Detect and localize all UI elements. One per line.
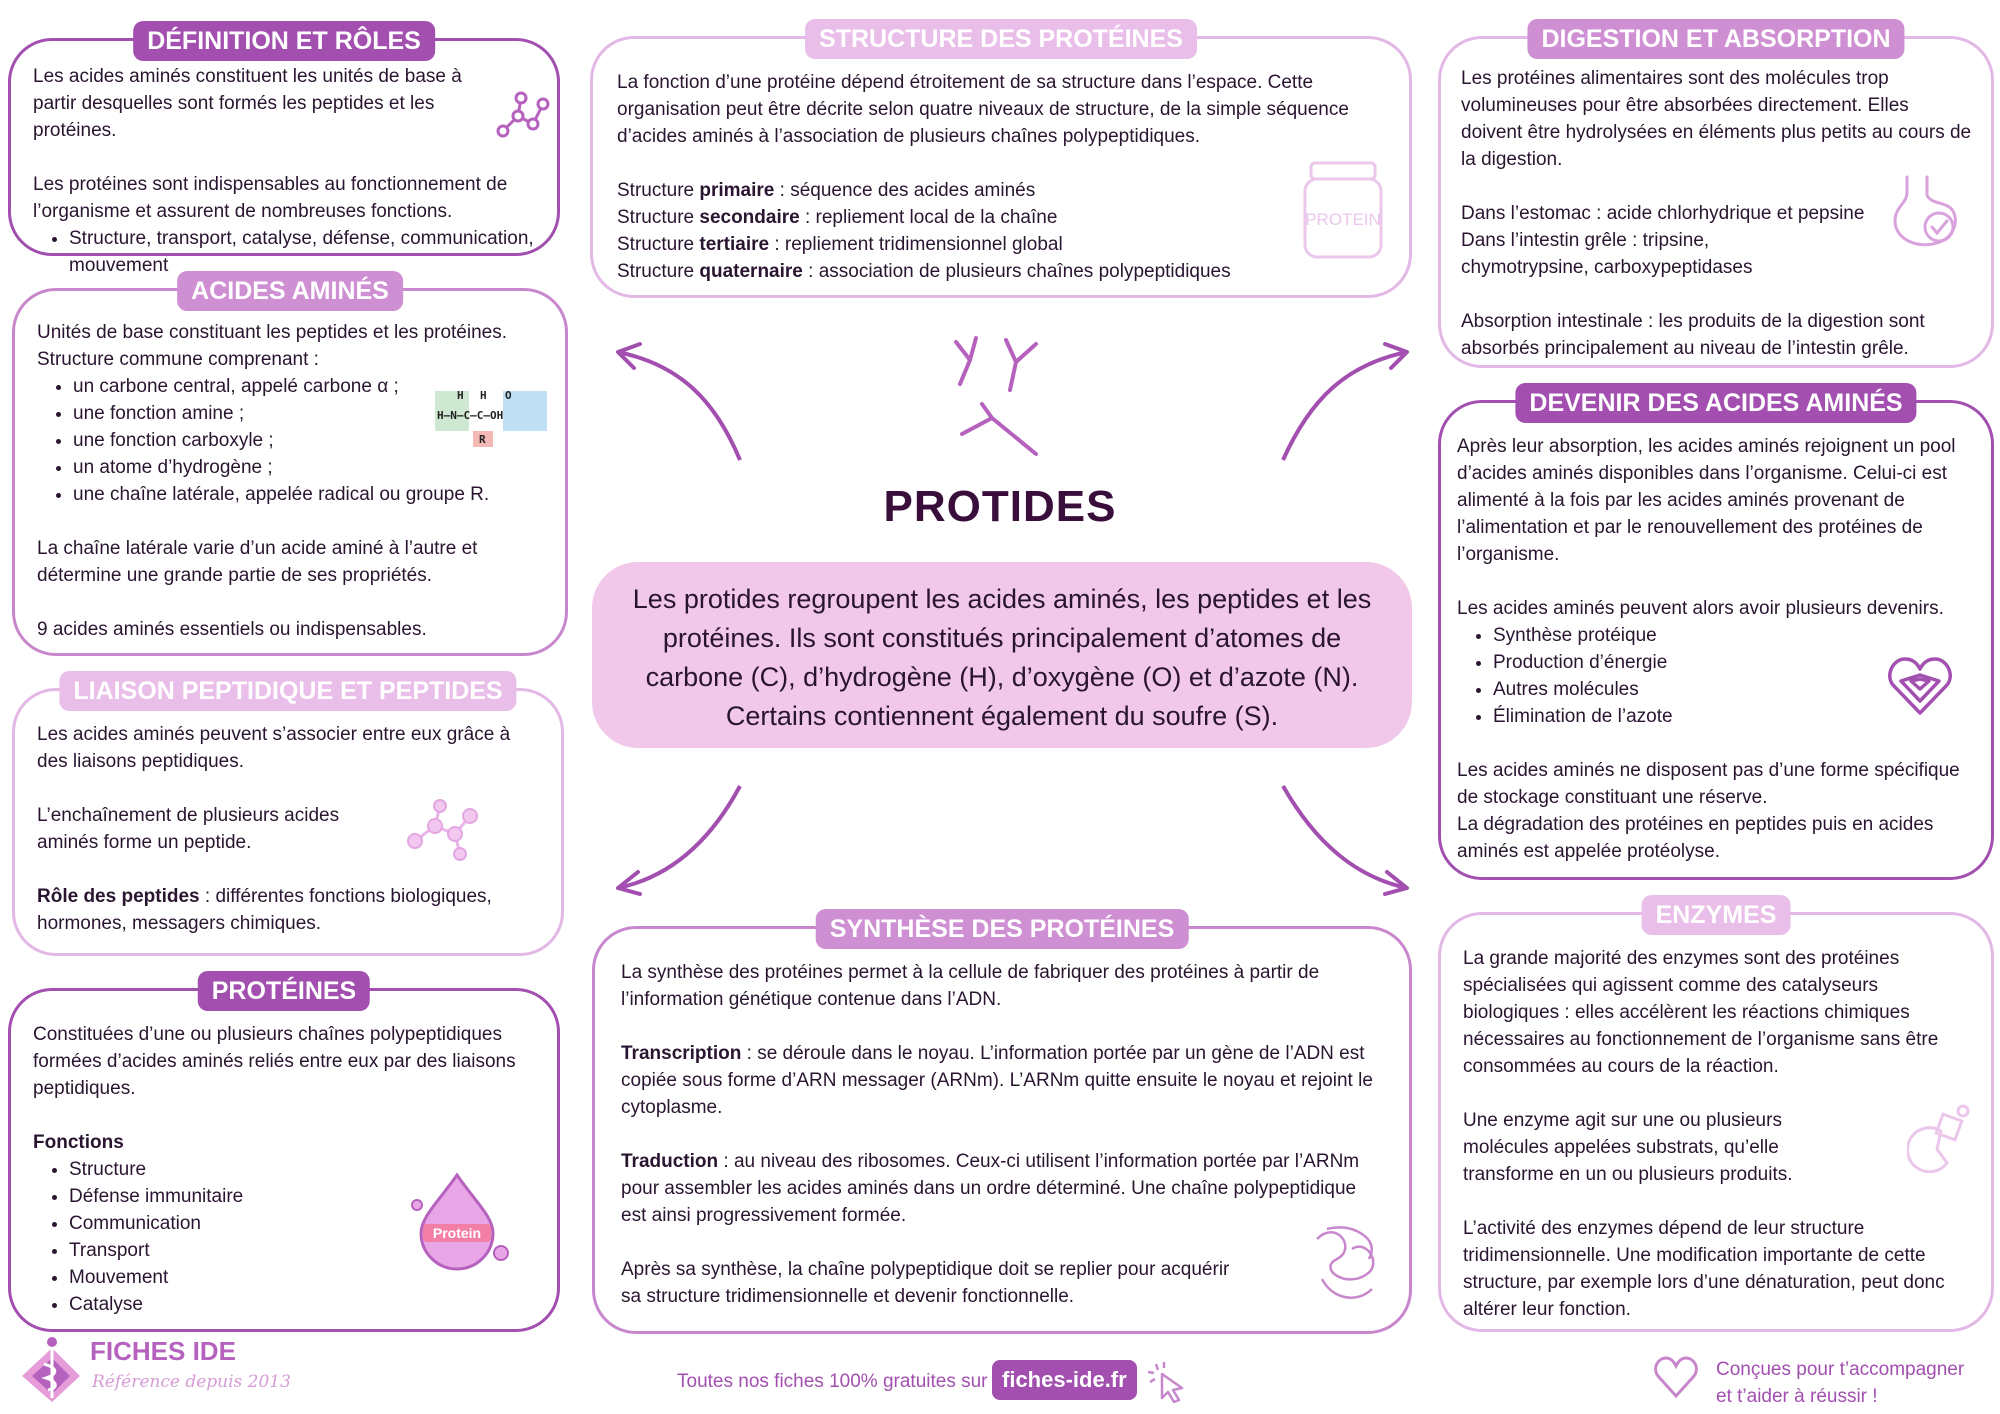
structure-row: Structure tertiaire : repliement tridimensionnel global <box>617 234 1063 255</box>
paragraph: Absorption intestinale : les produits de la digestion sont absorbés principalement au niveau de l’intestin grêle. <box>1461 311 1925 359</box>
atom-label: H <box>480 389 487 402</box>
paragraph <box>37 883 539 937</box>
fiches-ide-logo-icon <box>18 1334 84 1404</box>
list-item: • une fonction amine ; <box>73 400 543 427</box>
card-digestion-absorption <box>1438 25 1994 368</box>
card-acides-amines <box>12 277 568 656</box>
text-line: Dans l’estomac : acide chlorhydrique et pepsine <box>1461 203 1865 224</box>
structure-row: Structure quaternaire : association de plusieurs chaînes polypeptidiques <box>617 261 1231 282</box>
text-line: Unités de base constituant les peptides et les protéines. <box>37 322 508 343</box>
card-title: SYNTHÈSE DES PROTÉINES <box>816 909 1189 949</box>
card-liaison-peptidique <box>12 677 564 956</box>
list-item: • un carbone central, appelé carbone α ; <box>73 373 543 400</box>
card-structure-proteines <box>590 25 1412 298</box>
arrow-down-left-icon <box>610 782 750 898</box>
list-item: • une fonction carboxyle ; <box>73 427 543 454</box>
list-item: • Défense immunitaire <box>69 1183 535 1210</box>
structure-row: Structure primaire : séquence des acides aminés <box>617 180 1036 201</box>
arrow-up-right-icon <box>1275 340 1415 470</box>
bold-label: Transcription <box>621 1043 742 1064</box>
list-item: • Élimination de l’azote <box>1493 703 1973 730</box>
page-title: PROTIDES <box>883 482 1117 531</box>
brand-name: FICHES IDE <box>90 1336 236 1366</box>
jar-label: PROTEIN <box>1305 210 1381 229</box>
footer-text: Toutes nos fiches 100% gratuites sur <box>677 1371 988 1392</box>
list-item: • Autres molécules <box>1493 676 1973 703</box>
card-title: DIGESTION ET ABSORPTION <box>1527 19 1904 59</box>
paragraph: La grande majorité des enzymes sont des protéines spécialisées qui agissent comme des catalyseurs biologiques : elles accélèrent les réactions chimiques nécessaires au fonctionnement de l’organisme sans être consommées au cours de la réaction. <box>1463 948 1939 1077</box>
card-enzymes <box>1438 901 1994 1332</box>
card-devenir-acides-amines <box>1438 389 1994 880</box>
text-line: Les acides aminés ne disposent pas d’une forme spécifique de stockage constituant une réserve. <box>1457 760 1960 808</box>
list-item: • Structure <box>69 1156 535 1183</box>
section-heading: Fonctions <box>33 1132 124 1153</box>
list-item: • Structure, transport, catalyse, défense, communication, mouvement <box>69 225 535 279</box>
structure-row: Structure secondaire : repliement local de la chaîne <box>617 207 1058 228</box>
paragraph: La synthèse des protéines permet à la cellule de fabriquer des protéines à partir de l’information génétique contenue dans l’ADN. <box>621 962 1320 1010</box>
card-proteines <box>8 977 560 1332</box>
footer-slogan <box>1716 1356 1964 1410</box>
website-link[interactable]: fiches-ide.fr <box>992 1360 1137 1400</box>
cursor-click-icon <box>1146 1360 1188 1404</box>
bold-label: Rôle des peptides <box>37 886 200 907</box>
paragraph: Une enzyme agit sur une ou plusieurs molécules appelées substrats, qu’elle transforme en un ou plusieurs produits. <box>1463 1110 1793 1185</box>
slogan-line: Conçues pour t’accompagner <box>1716 1359 1965 1380</box>
paragraph: Après sa synthèse, la chaîne polypeptidique doit se replier pour acquérir sa structure tridimensionnelle et devenir fonctionnelle. <box>621 1259 1230 1307</box>
molecule-icon <box>493 86 553 146</box>
card-title: ENZYMES <box>1642 895 1791 935</box>
card-title: DEVENIR DES ACIDES AMINÉS <box>1515 383 1916 423</box>
card-title: LIAISON PEPTIDIQUE ET PEPTIDES <box>59 671 516 711</box>
paragraph: La chaîne latérale varie d’un acide aminé à l’autre et détermine une grande partie de ses propriétés. <box>37 538 478 586</box>
list-item: • Catalyse <box>69 1291 535 1318</box>
amino-acid-structure-diagram <box>435 387 547 449</box>
list-item: • Mouvement <box>69 1264 535 1291</box>
protein-drop-icon <box>409 1171 519 1271</box>
card-title: DÉFINITION ET RÔLES <box>133 21 435 61</box>
drop-label: Protein <box>432 1225 482 1241</box>
paragraph: Après leur absorption, les acides aminés rejoignent un pool d’acides aminés disponibles dans l’organisme. Celui-ci est alimenté à la fois par les acides aminés provenant de l’alimentation et par le renouvellement des protéines de l’organisme. <box>1457 436 1956 565</box>
paragraph: L’activité des enzymes dépend de leur structure tridimensionnelle. Une modification importante de cette structure, par exemple lors d’une dénaturation, peut donc altérer leur fonction. <box>1463 1218 1945 1320</box>
paragraph: Les acides aminés constituent les unités de base à partir desquelles sont formés les peptides et les protéines. <box>33 66 462 141</box>
stomach-icon <box>1887 173 1965 253</box>
paragraph: Transcription : se déroule dans le noyau. L’information portée par un gène de l’ADN est copiée sous forme d’ARN messager (ARNm). L’ARNm quitte ensuite le noyau et rejoint le cytoplasme. <box>621 1043 1373 1118</box>
slogan-line: et t’aider à réussir ! <box>1716 1386 1878 1407</box>
arrow-up-left-icon <box>610 340 750 470</box>
peptide-chain-icon <box>400 796 490 866</box>
list-item: • Communication <box>69 1210 535 1237</box>
text-line: La dégradation des protéines en peptides puis en acides aminés est appelée protéolyse. <box>1457 814 1934 862</box>
bold-label: Traduction <box>621 1151 719 1172</box>
antibodies-icon <box>936 334 1064 462</box>
protein-fold-icon <box>1307 1219 1387 1305</box>
text: : différentes fonctions biologiques, hormones, messagers chimiques. <box>37 886 492 934</box>
brand-tagline: Référence depuis 2013 <box>92 1372 291 1392</box>
list-item: • Production d’énergie <box>1493 649 1973 676</box>
list-item: • un atome d’hydrogène ; <box>73 454 543 481</box>
atom-label: R <box>479 433 486 446</box>
protein-jar-icon <box>1301 161 1385 261</box>
list-item: • Synthèse protéique <box>1493 622 1973 649</box>
text-line: Structure commune comprenant : <box>37 349 319 370</box>
paragraph: La fonction d’une protéine dépend étroitement de sa structure dans l’espace. Cette organisation peut être décrite selon quatre niveaux de structure, de la simple séquence d’acides aminés à l’association de plusieurs chaînes polypeptidiques. <box>617 72 1349 147</box>
atom-label: O <box>505 389 512 402</box>
list-item: • une chaîne latérale, appelée radical ou groupe R. <box>73 481 543 508</box>
paragraph: L’enchaînement de plusieurs acides aminés forme un peptide. <box>37 805 340 853</box>
list-item: • Transport <box>69 1237 535 1264</box>
paragraph: Traduction : au niveau des ribosomes. Ceux-ci utilisent l’information portée par l’ARNm pour assembler les acides aminés dans un ordre déterminé. Une chaîne polypeptidique est ainsi progressivement formée. <box>621 1151 1360 1226</box>
card-title: PROTÉINES <box>198 971 370 1011</box>
atom-label: H <box>457 389 464 402</box>
enzyme-icon <box>1907 1103 1977 1173</box>
arrow-down-right-icon <box>1275 782 1415 898</box>
card-synthese-proteines <box>592 915 1412 1334</box>
text-line: Les acides aminés peuvent alors avoir plusieurs devenirs. <box>1457 598 1944 619</box>
paragraph: Les protéines alimentaires sont des molécules trop volumineuses pour être absorbées directement. Elles doivent être hydrolysées en éléments plus petits au cours de la digestion. <box>1461 68 1972 170</box>
heart-icon <box>1887 651 1953 721</box>
card-title: ACIDES AMINÉS <box>177 271 403 311</box>
center-summary: Les protides regroupent les acides aminés, les peptides et les protéines. Ils sont constitués principalement d’atomes de carbone (C), d’hydrogène (H), d’oxygène (O) et d’azote (N). Certains contiennent également du soufre (S). <box>592 562 1412 748</box>
paragraph: Les acides aminés peuvent s’associer entre eux grâce à des liaisons peptidiques. <box>37 724 511 772</box>
card-title: STRUCTURE DES PROTÉINES <box>805 19 1197 59</box>
paragraph: 9 acides aminés essentiels ou indispensables. <box>37 619 427 640</box>
paragraph: Les protéines sont indispensables au fonctionnement de l’organisme et assurent de nombreuses fonctions. <box>33 174 508 222</box>
heart-outline-icon <box>1652 1356 1700 1402</box>
card-definition-roles <box>8 27 560 276</box>
atom-row: H–N–C–C–OH <box>437 409 504 422</box>
paragraph: Constituées d’une ou plusieurs chaînes polypeptidiques formées d’acides aminés reliés entre eux par des liaisons peptidiques. <box>33 1024 516 1099</box>
paragraph: Dans l’intestin grêle : tripsine, chymotrypsine, carboxypeptidases <box>1461 230 1753 278</box>
